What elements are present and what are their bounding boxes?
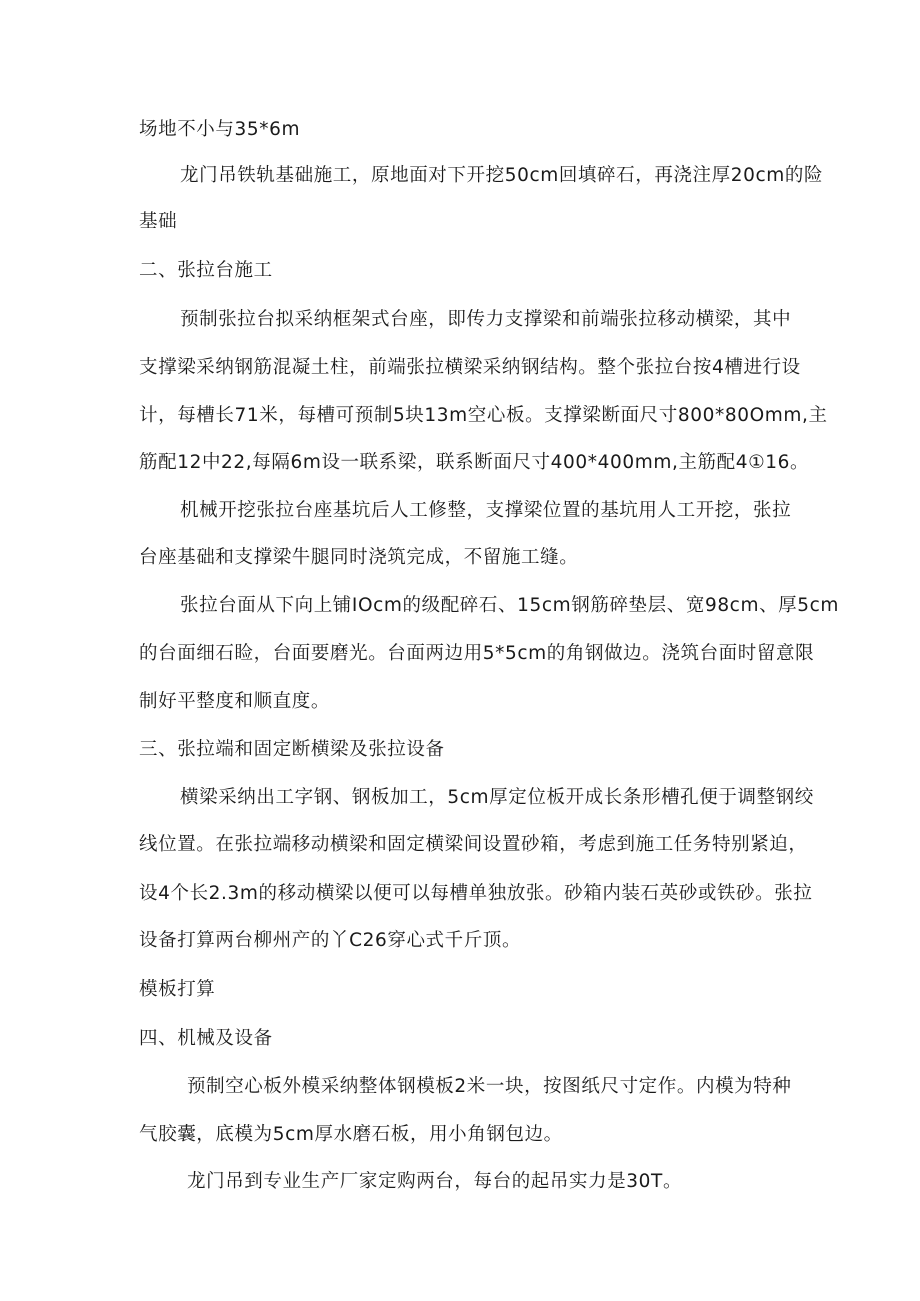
text-line: 基础 [139,211,178,232]
text-line: 的台面细石睑，台面要磨光。台面两边用5*5cm的角钢做边。浇筑台面时留意限 [139,643,815,664]
text-line: 预制空心板外模采纳整体钢模板2米一块，按图纸尺寸定作。内模为特种 [187,1076,792,1097]
text-line: 龙门吊到专业生产厂家定购两台，每台的起吊实力是30T。 [187,1171,683,1192]
text-line: 气胶囊，底模为5cm厚水磨石板，用小角钢包边。 [139,1124,563,1145]
section-heading: 模板打算 [139,979,216,1000]
text-line: 预制张拉台拟采纳框架式台座，即传力支撑梁和前端张拉移动横梁，其中 [180,309,792,330]
text-line: 制好平整度和顺直度。 [139,691,331,712]
text-line: 计，每槽长71米，每槽可预制5块13m空心板。支撑梁断面尺寸800*80Omm,主 [139,405,828,426]
text-line: 台座基础和支撑梁牛腿同时浇筑完成，不留施工缝。 [139,547,579,568]
text-line: 筋配12中22,每隔6m设一联系梁，联系断面尺寸400*400mm,主筋配4①16。 [139,452,810,473]
text-line: 机械开挖张拉台座基坑后人工修整，支撑梁位置的基坑用人工开挖，张拉 [180,500,792,521]
text-line: 横梁采纳出工字钢、钢板加工，5cm厚定位板开成长条形槽孔便于调整钢绞 [180,787,814,808]
text-line: 场地不小与35*6m [139,119,301,140]
text-line: 线位置。在张拉端移动横梁和固定横梁间设置砂箱，考虑到施工任务特别紧迫， [139,834,808,855]
text-line: 支撑梁采纳钢筋混凝土柱，前端张拉横梁采纳钢结构。整个张拉台按4槽进行设 [139,357,801,378]
text-line: 设4个长2.3m的移动横梁以便可以每槽单独放张。砂箱内装石英砂或铁砂。张拉 [139,883,813,904]
text-line: 张拉台面从下向上铺IOcm的级配碎石、15cm钢筋碎垫层、宽98cm、厚5cm [180,595,840,616]
text-line: 设备打算两台柳州产的丫C26穿心式千斤顶。 [139,930,522,951]
section-heading: 二、张拉台施工 [139,260,273,281]
text-line: 龙门吊铁轨基础施工，原地面对下开挖50cm回填碎石，再浇注厚20cm的险 [180,165,824,186]
section-heading: 三、张拉端和固定断横梁及张拉设备 [139,739,445,760]
section-heading: 四、机械及设备 [139,1028,273,1049]
